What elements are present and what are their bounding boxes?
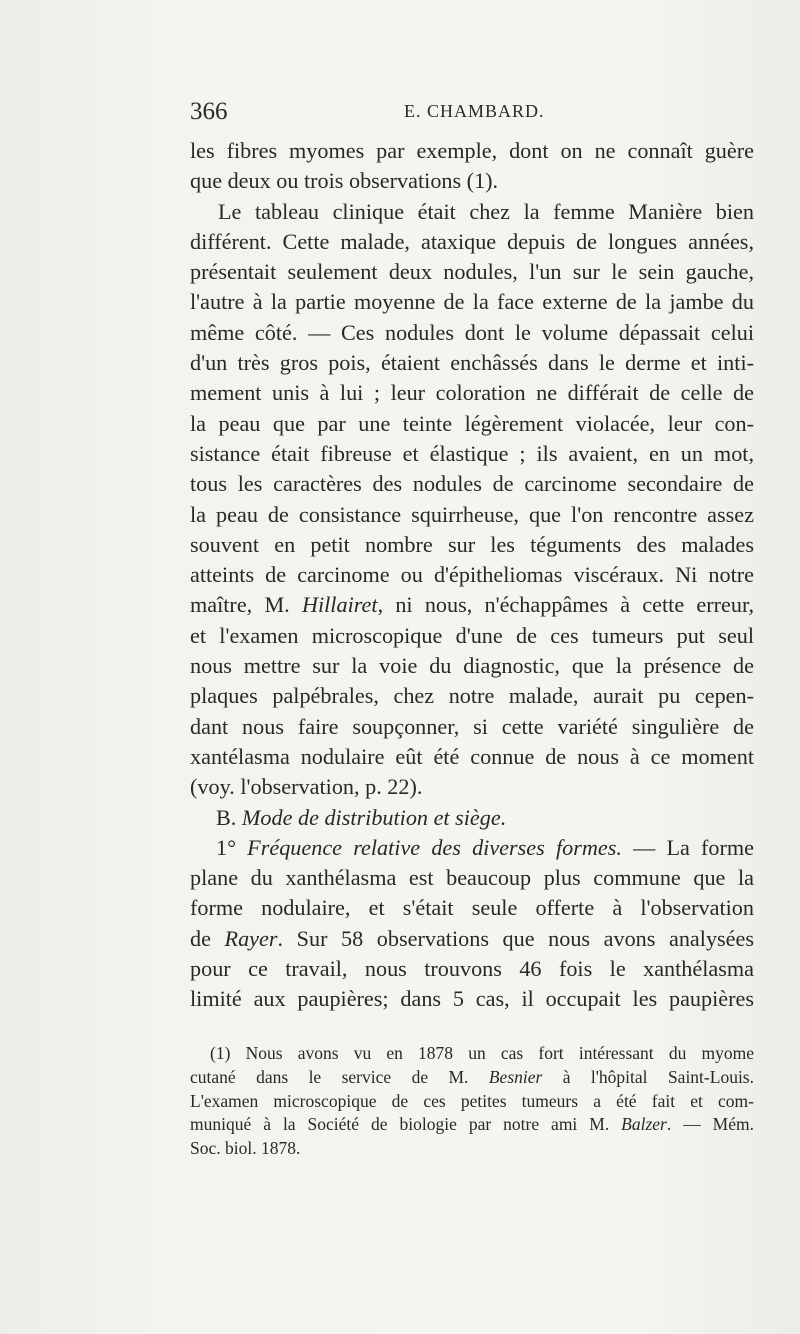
text-line: sistance était fibreuse et élastique ; ils avaient, en un mot, (190, 440, 754, 466)
text-line: plaques palpébrales, chez notre malade, aurait pu cepen- (190, 683, 754, 709)
text-line: (voy. l'observation, p. 22). (190, 774, 423, 800)
paragraph (190, 197, 754, 803)
text-line: que deux ou trois observations (1). (190, 168, 499, 194)
section-label: B. (216, 804, 237, 830)
body-text (190, 136, 754, 1015)
text-line: différent. Cette malade, ataxique depuis de longues années, (190, 228, 754, 254)
text-line: les fibres myomes par exemple, dont on ne connaît guère (190, 138, 754, 163)
text-line (190, 924, 754, 954)
text-segment: , ni nous, n'échappâmes à cette erreur, (377, 592, 755, 618)
paragraph (190, 833, 754, 1015)
text-line: dant nous faire soupçonner, si cette variété singulière de (190, 713, 754, 739)
text-line: présentait seulement deux nodules, l'un sur le sein gauche, (190, 259, 754, 285)
footnote (190, 1042, 754, 1161)
text-segment: muniqué à la Société de biologie par notre ami M. (190, 1114, 622, 1135)
text-line: Le tableau clinique était chez la femme Manière bien (218, 198, 754, 224)
footnote-text (190, 1042, 754, 1161)
footnote-line (190, 1066, 754, 1090)
subsection-number: 1° (216, 834, 236, 860)
text-line: l'autre à la partie moyenne de la face externe de la jambe du (190, 289, 754, 315)
person-name: Besnier (488, 1066, 543, 1087)
text-line: la peau de consistance squirrheuse, que l'on rencontre assez (190, 501, 754, 527)
text-segment: de (190, 925, 225, 951)
text-line: forme nodulaire, et s'était seule offerte à l'observation (190, 895, 754, 921)
text-line: et l'examen microscopique d'une de ces tumeurs put seul (190, 622, 754, 648)
text-line: tous les caractères des nodules de carcinome secondaire de (190, 471, 754, 497)
section-heading (190, 803, 754, 833)
text-segment: — La forme (621, 834, 755, 860)
paragraph (190, 136, 754, 197)
text-line: xantélasma nodulaire eût été connue de nous à ce moment (190, 743, 754, 769)
footnote-line: Soc. biol. 1878. (190, 1138, 301, 1159)
text-segment: à l'hôpital Saint-Louis. (542, 1066, 754, 1087)
page-number: 366 (190, 98, 228, 125)
text-line: même côté. — Ces nodules dont le volume dépassait celui (190, 319, 754, 345)
text-line: souvent en petit nombre sur les téguments des malades (190, 531, 754, 557)
text-line: d'un très gros pois, étaient enchâssés dans le derme et inti- (190, 350, 754, 376)
text-line (190, 833, 754, 863)
section-title: Mode de distribution et siège. (241, 804, 507, 830)
footnote-line (190, 1113, 754, 1137)
text-segment: . Sur 58 observations que nous avons analysées (277, 925, 754, 951)
text-line: nous mettre sur la voie du diagnostic, que la présence de (190, 653, 754, 679)
text-line: limité aux paupières; dans 5 cas, il occupait les paupières (190, 986, 754, 1012)
text-segment: . — Mém. (666, 1114, 754, 1135)
footnote-line: L'examen microscopique de ces petites tumeurs a été fait et com- (190, 1090, 754, 1111)
text-segment: maître, M. (190, 592, 302, 618)
person-name: Balzer (621, 1114, 667, 1135)
text-segment: cutané dans le service de M. (190, 1066, 489, 1087)
text-line: la peau que par une teinte légèrement violacée, leur con- (190, 410, 754, 436)
text-line: atteints de carcinome ou d'épitheliomas viscéraux. Ni notre (190, 562, 754, 588)
footnote-line: (1) Nous avons vu en 1878 un cas fort intéressant du myome (210, 1043, 754, 1063)
text-line (190, 590, 754, 620)
person-name: Hillairet (301, 592, 378, 618)
running-title: E. CHAMBARD. (404, 101, 545, 121)
text-line: pour ce travail, nous trouvons 46 fois le xanthélasma (190, 956, 754, 982)
text-line: plane du xanthélasma est beaucoup plus commune que la (190, 865, 754, 891)
text-line: mement unis à lui ; leur coloration ne différait de celle de (190, 380, 754, 406)
subsection-title: Fréquence relative des diverses formes. (247, 834, 622, 860)
person-name: Rayer (224, 925, 278, 951)
